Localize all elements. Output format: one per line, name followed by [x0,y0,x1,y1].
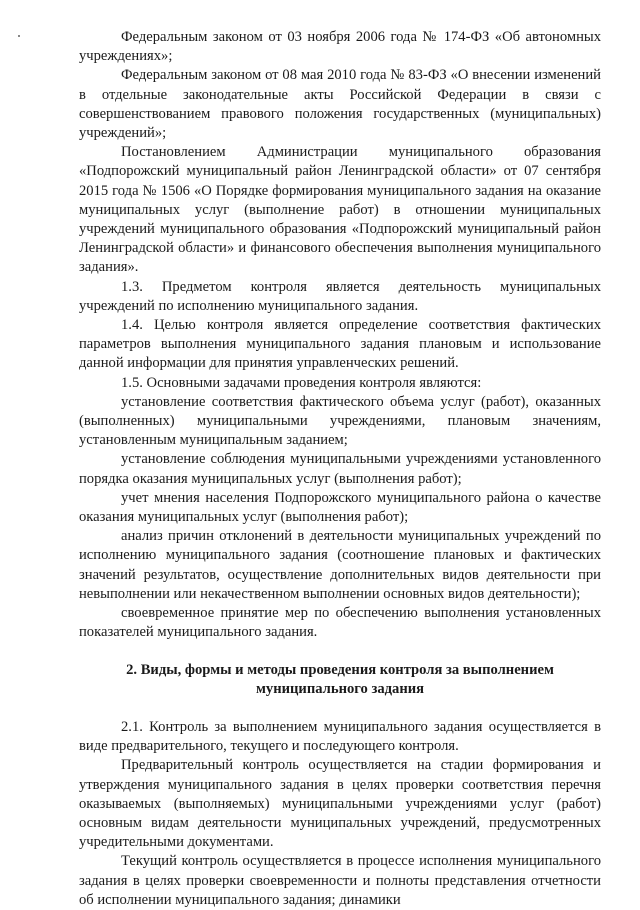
task-item-volume: установление соответствия фактического объема услуг (работ), оказанных (выполненных) муниципальными учреждениями, плановым значениям, установленным муниципальным заданием; [79,393,601,449]
task-item-procedure: установление соблюдения муниципальными учреждениями установленного порядка оказания муниципальных услуг (выполнения работ); [79,451,601,487]
task-item-public-opinion: учет мнения населения Подпорожского муниципального района о качестве оказания муниципальных услуг (выполнения работ); [79,489,601,526]
paragraph-1-4: 1.4. Целью контроля является определение соответствия фактических параметров выполнения муниципального задания плановым и использование данной информации для принятия управленческих решений. [79,317,601,372]
paragraph-law-174fz: Федеральным законом от 03 ноября 2006 года № 174-ФЗ «Об автономных учреждениях»; [79,29,601,65]
task-item-timely-measures: своевременное принятие мер по обеспечению выполнения установленных показателей муниципального задания. [79,605,601,641]
section-2-heading: 2. Виды, формы и методы проведения контроля за выполнением муниципального задания [126,661,554,697]
paragraph-current-control: Текущий контроль осуществляется в процессе исполнения муниципального задания в целях проверки своевременности и полноты представления отчетности об исполнении муниципального задания; динамики [79,853,601,908]
scan-speck [18,35,20,37]
paragraph-2-1: 2.1. Контроль за выполнением муниципального задания осуществляется в виде предварительного, текущего и последующего контроля. [79,718,601,755]
task-item-deviation-analysis: анализ причин отклонений в деятельности муниципальных учреждений по исполнению муниципального задания (соотношение плановых и фактических значений результатов, осуществление дополнительных видов деятельности при невыполнении или некачественном выполнении основных видов деятельности); [79,528,601,602]
paragraph-resolution-1506: Постановлением Администрации муниципального образования «Подпорожский муниципальный район Ленинградской области» от 07 сентября 2015 года № 1506 «О Порядке формирования муниципального задания на оказание муниципальных услуг (выполнение работ) в отношении муниципальных учреждений муниципального образования «Подпорожский муниципальный район Ленинградской области» и финансового обеспечения выполнения муниципального задания». [79,144,601,276]
paragraph-preliminary-control: Предварительный контроль осуществляется на стадии формирования и утверждения муниципального задания в целях проверки соответствия перечня оказываемых (выполняемых) муниципальными учреждениями услуг (работ) основным видам деятельности муниципальных учреждений, предусмотренных учредительными документами. [79,757,601,851]
paragraph-1-5: 1.5. Основными задачами проведения контроля являются: [121,374,482,391]
document-page [79,28,601,910]
paragraph-law-83fz: Федеральным законом от 08 мая 2010 года № 83-ФЗ «О внесении изменений в отдельные законодательные акты Российской Федерации в связи с совершенствованием правового положения государственных (муниципальных) учреждений»; [79,67,601,142]
paragraph-1-3: 1.3. Предметом контроля является деятельность муниципальных учреждений по исполнению муниципального задания. [79,278,601,314]
